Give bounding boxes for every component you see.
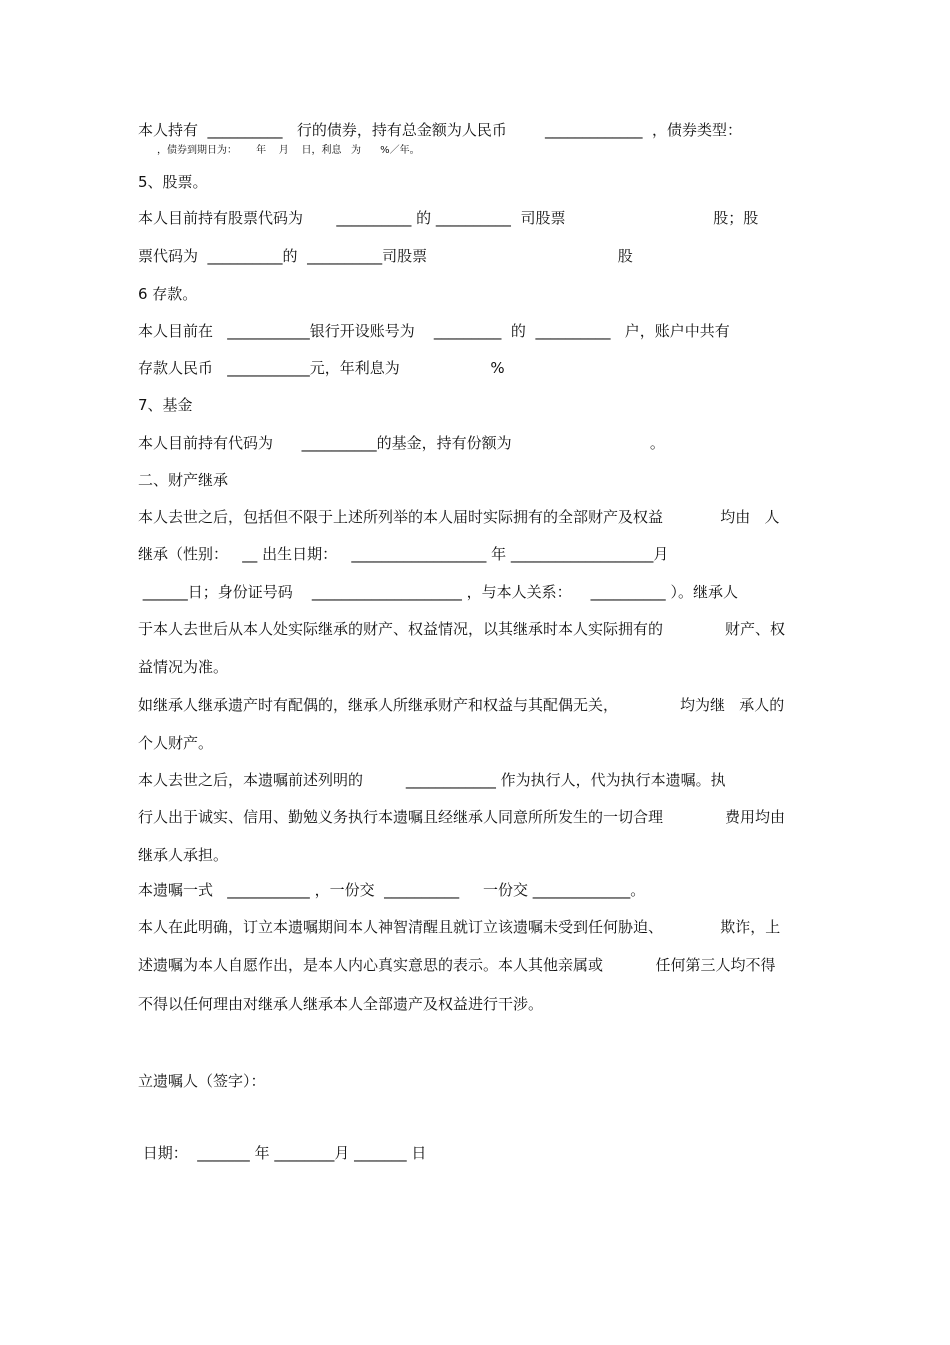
declaration-line-3: 不得以任何理由对继承人继承本人全部遗产及权益进行干涉。 bbox=[138, 995, 544, 1013]
inheritance-line-1: 本人去世之后，包括但不限于上述所列举的本人届时实际拥有的全部财产及权益 均由 人 bbox=[138, 508, 780, 526]
declaration-line-2: 述遗嘱为本人自愿作出，是本人内心真实意思的表示。本人其他亲属或 任何第三人均不得 bbox=[138, 956, 776, 974]
inheritance-line-3: ______日；身份证号码 ____________________ ，与本人关系： __________ ）。继承人 bbox=[138, 583, 738, 601]
section-stocks-heading: 5、股票。 bbox=[138, 173, 208, 191]
fund-line: 本人目前持有代码为 __________的基金，持有份额为 。 bbox=[138, 434, 665, 452]
spouse-line-2: 个人财产。 bbox=[138, 734, 214, 752]
date-line: 日期： _______ 年 ________月 _______ 日 bbox=[138, 1144, 427, 1162]
section-funds-heading: 7、基金 bbox=[138, 396, 193, 414]
executor-line-1: 本人去世之后，本遗嘱前述列明的 ____________ 作为执行人，代为执行本遗嘱。执 bbox=[138, 771, 726, 789]
inheritance-line-5: 益情况为准。 bbox=[138, 658, 229, 676]
executor-line-2: 行人出于诚实、信用、勤勉义务执行本遗嘱且经继承人同意所所发生的一切合理 费用均由 bbox=[138, 808, 785, 826]
spouse-line-1: 如继承人继承遗产时有配偶的，继承人所继承财产和权益与其配偶无关， 均为继 承人的 bbox=[138, 696, 785, 714]
stock-line-1: 本人目前持有股票代码为 __________ 的 __________ 司股票 股；股 bbox=[138, 209, 759, 227]
testator-signature-label: 立遗嘱人（签字）： bbox=[138, 1072, 266, 1090]
stock-line-2: 票代码为 __________的 __________司股票 股 bbox=[138, 247, 633, 265]
copies-line: 本遗嘱一式 ___________ ，一份交 __________ 一份交 _____________。 bbox=[138, 881, 646, 899]
deposit-line-2: 存款人民币 ___________元，年利息为 % bbox=[138, 359, 505, 377]
declaration-line-1: 本人在此明确，订立本遗嘱期间本人神智清醒且就订立该遗嘱未受到任何胁迫、 欺诈，上 bbox=[138, 918, 781, 936]
inheritance-line-2: 继承（性别： __ 出生日期： __________________ 年 ___________________月 bbox=[138, 545, 669, 563]
executor-line-3: 继承人承担。 bbox=[138, 846, 229, 864]
bond-maturity-line: ，债券到期日为： 年 月 日，利息 为 %／年。 bbox=[157, 145, 420, 156]
section-inheritance-heading: 二、财产继承 bbox=[138, 471, 229, 489]
inheritance-line-4: 于本人去世后从本人处实际继承的财产、权益情况，以其继承时本人实际拥有的 财产、权 bbox=[138, 620, 785, 638]
deposit-line-1: 本人目前在 ___________银行开设账号为 _________ 的 __________ 户，账户中共有 bbox=[138, 322, 730, 340]
section-deposits-heading: 6 存款。 bbox=[138, 285, 198, 303]
bond-holding-line: 本人持有 __________ 行的债券，持有总金额为人民币 _____________ ，债券类型： bbox=[138, 121, 743, 139]
